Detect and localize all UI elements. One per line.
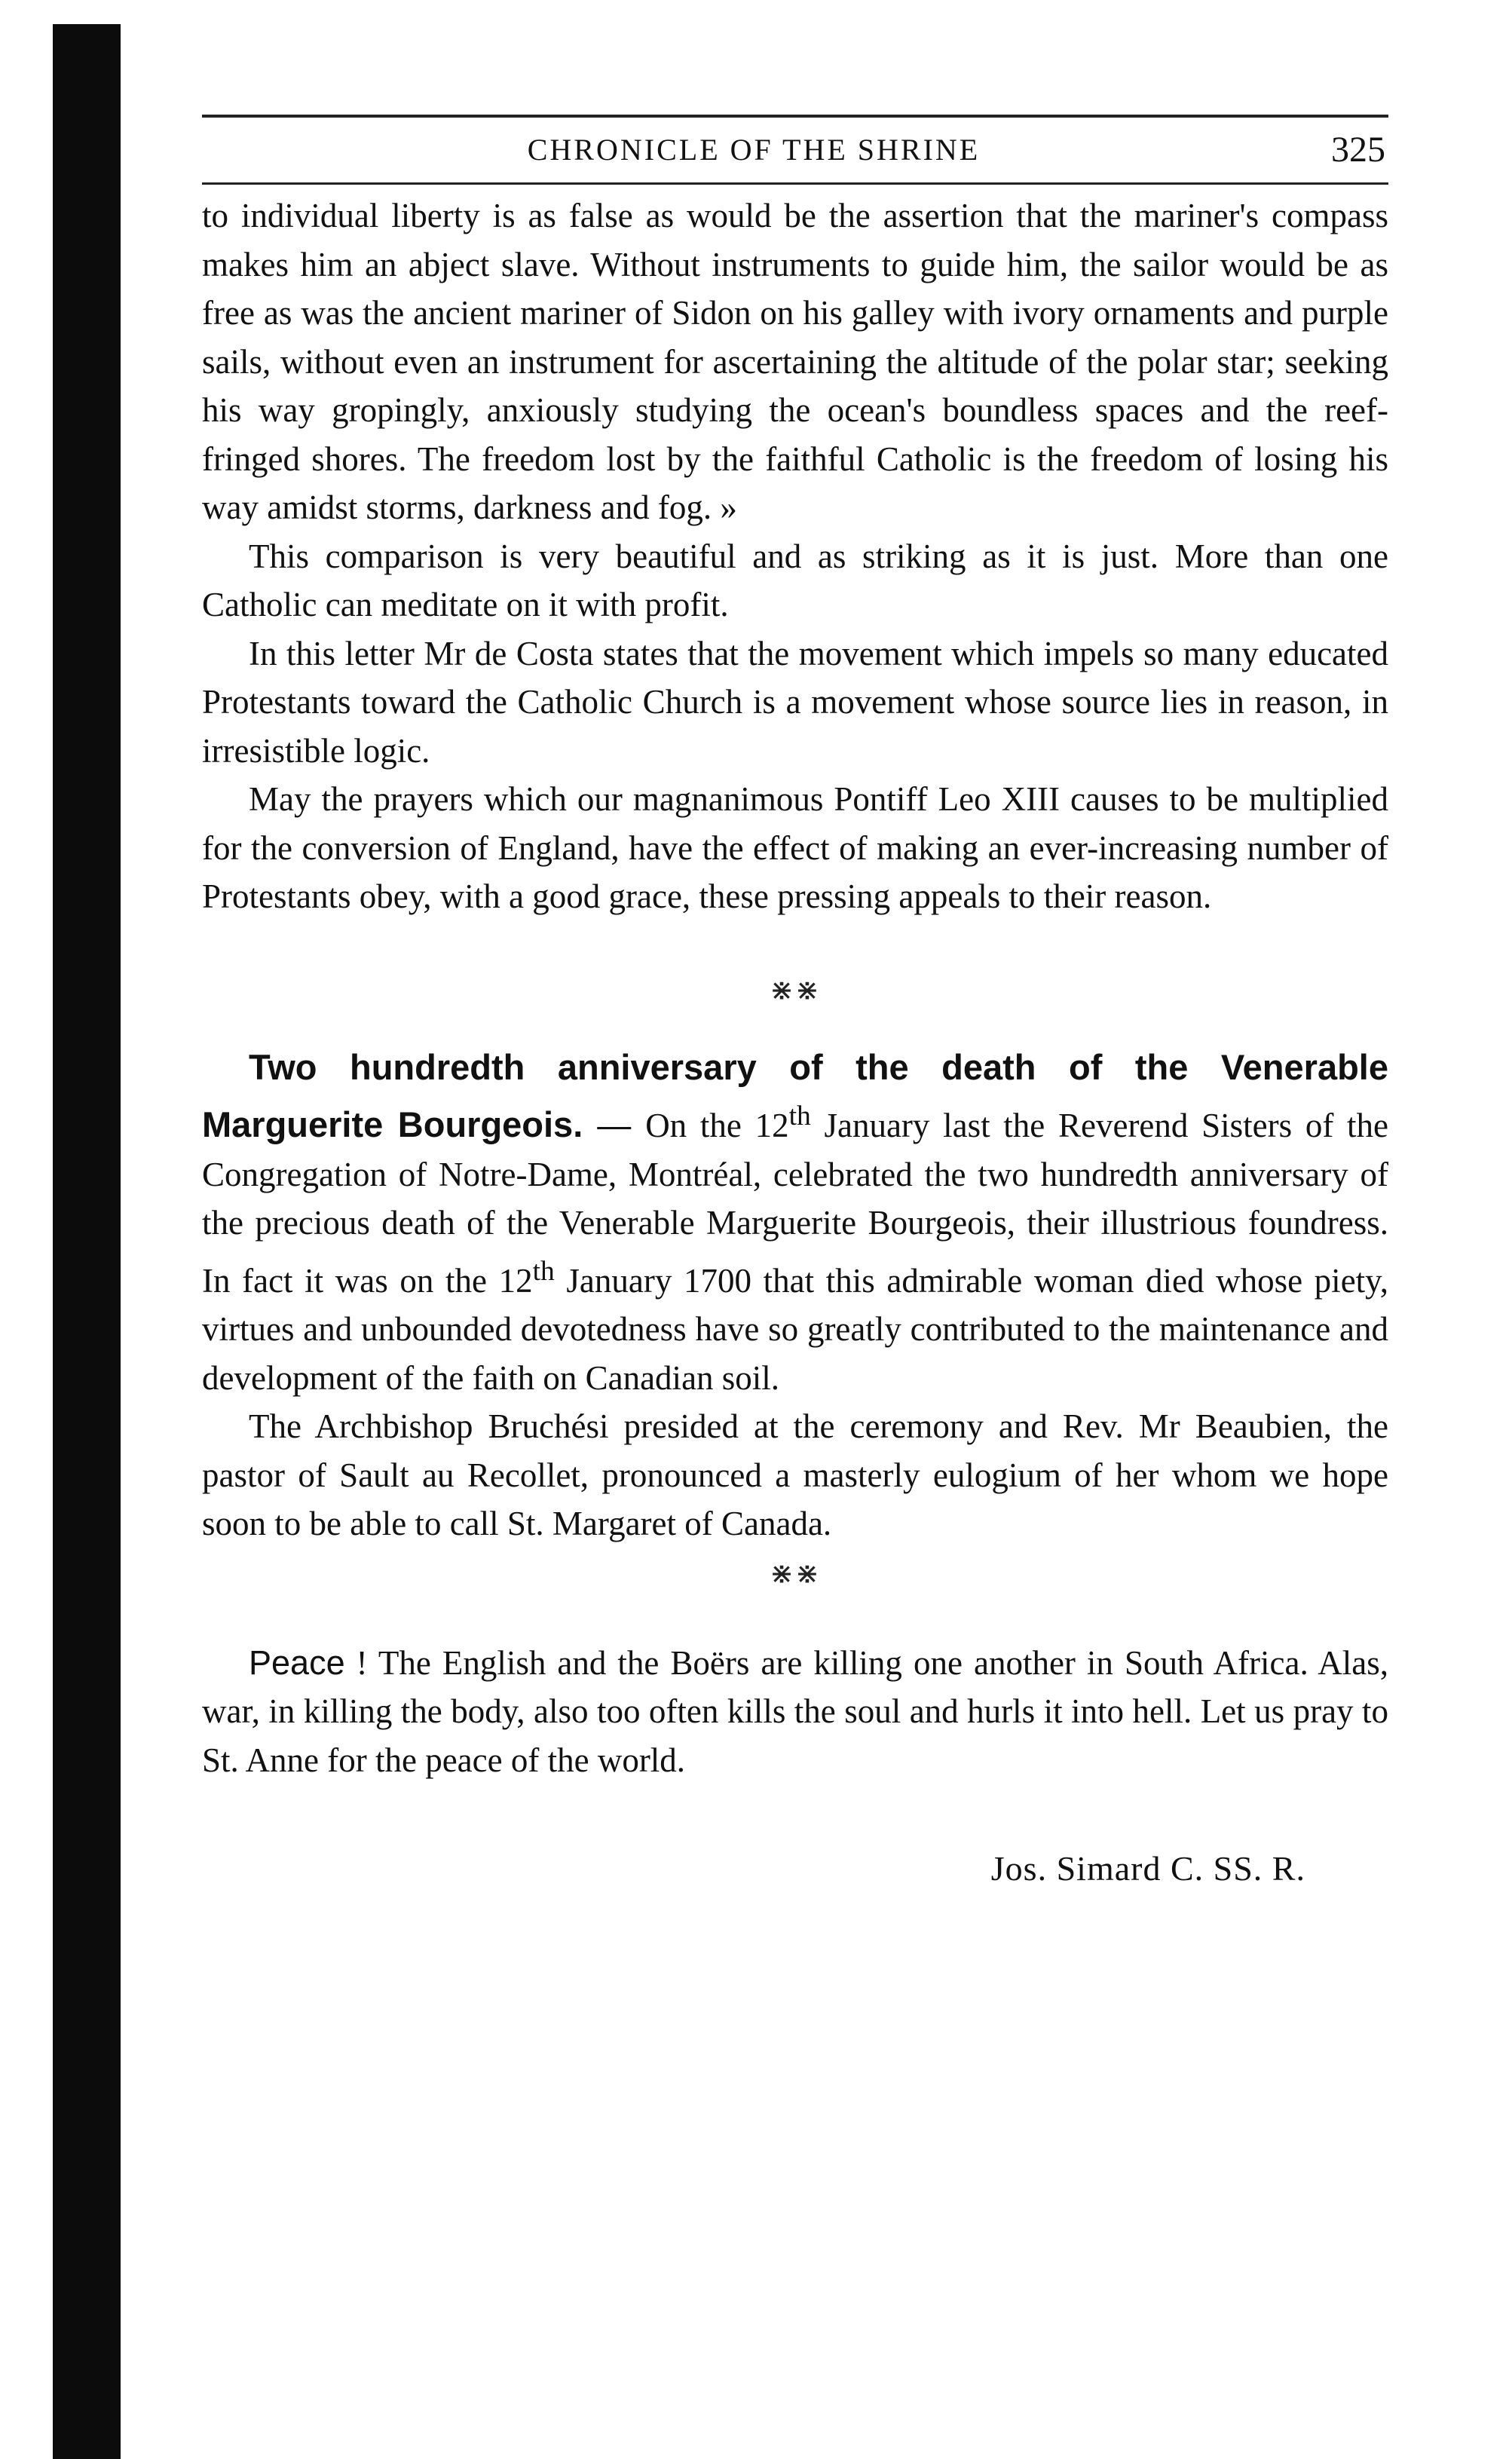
anniversary-text-end: January 1700 that this admirable woman died whose piety, virtues and unbounded devotedness have so greatly contributed to the maintenance and development of the faith on Canadian soil. bbox=[202, 1261, 1388, 1397]
page-number: 325 bbox=[1331, 130, 1385, 170]
running-header bbox=[202, 115, 1388, 185]
heading-dash: — bbox=[583, 1106, 646, 1144]
paragraph-anniversary bbox=[202, 1043, 1388, 1403]
section-heading-anniversary: Two hundredth anniversary of the death of the Venerable Marguerite Bourgeois. bbox=[202, 1046, 1388, 1144]
paragraph-comparison: This comparison is very beautiful and as striking as it is just. More than one Catholic can meditate on it with profit. bbox=[202, 537, 1388, 623]
paragraph-continuation: to individual liberty is as false as would be the assertion that the mariner's compass makes him an abject slave. Without instruments to guide him, the sailor would be as free as was the ancient mariner of Sidon on his galley with ivory ornaments and purple sails, without even an instrument for ascertaining the altitude of the polar star; seeking his way gropingly, anxiously studying the ocean's boundless spaces and the reef-fringed shores. The freedom lost by the faithful Catholic is the freedom of losing his way amidst storms, darkness and fog. » bbox=[202, 197, 1388, 526]
section-divider-ornament: ⋇⋇ bbox=[770, 1557, 821, 1590]
paragraph-prayers: May the prayers which our magnanimous Pontiff Leo XIII causes to be multiplied for the conversion of England, have the effect of making an ever-increasing number of Protestants obey, with a good grace, these pressing appeals to their reason. bbox=[202, 780, 1388, 915]
paragraph-archbishop: The Archbishop Bruchési presided at the ceremony and Rev. Mr Beaubien, the pastor of Sault au Recollet, pronounced a masterly eulogium of her whom we hope soon to be able to call St. Margaret of Canada. bbox=[202, 1407, 1388, 1542]
ordinal-suffix: th bbox=[788, 1101, 811, 1132]
page-content bbox=[202, 191, 1388, 1894]
paragraph-de-costa: In this letter Mr de Costa states that the movement which impels so many educated Protestants toward the Catholic Church is a movement whose source lies in reason, in irresistible logic. bbox=[202, 634, 1388, 770]
author-signature: Jos. Simard C. SS. R. bbox=[990, 1849, 1305, 1888]
peace-text: ! The English and the Boërs are killing one another in South Africa. Alas, war, in killing the body, also too often kills the soul and hurls it into hell. Let us pray to St. Anne for the peace of the world. bbox=[202, 1643, 1389, 1779]
binding-spine bbox=[53, 24, 121, 2459]
section-divider-ornament: ⋇⋇ bbox=[770, 974, 821, 1006]
ordinal-suffix: th bbox=[532, 1255, 555, 1287]
peace-lead-word: Peace bbox=[249, 1643, 345, 1682]
anniversary-text-middle: January last the Reverend Sisters of the Congregation of Notre-Dame, Montréal, celebrated the two hundredth anniversary of the precious death of the Venerable Marguerite Bourgeois, their illustrious foundress. In fact it was on the 12 bbox=[202, 1107, 1388, 1300]
anniversary-text-start: On the 12 bbox=[645, 1107, 789, 1144]
paragraph-peace bbox=[202, 1639, 1388, 1785]
running-title: CHRONICLE OF THE SHRINE bbox=[527, 133, 981, 167]
